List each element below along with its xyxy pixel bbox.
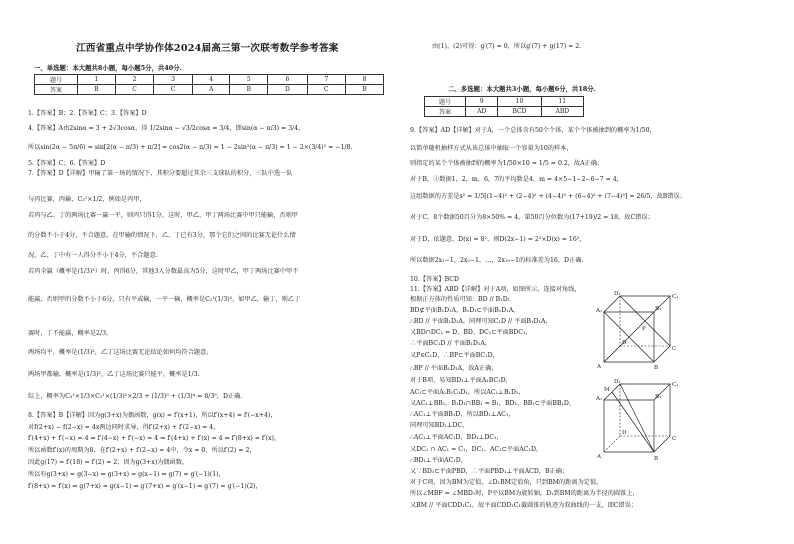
text-line: 又AC₁⊥BB₁，B₁D₁∩BB₁ = B₁，BD₁、BB₁⊂平面BB₁D， — [410, 400, 576, 407]
section1-answer-table — [34, 74, 384, 95]
vertex-label: D — [622, 340, 627, 346]
section2-heading: 二、多选题：本大题共3小题，每小题6分，共18分. — [448, 85, 596, 93]
text-line: 同理可知BD₁⊥DC， — [410, 422, 469, 429]
hidden-edge — [604, 436, 620, 452]
vertex-label: D₁ — [614, 379, 621, 385]
text-line: 若丙与乙、丁的两场比赛一赢一平，则丙只得1分，这时，甲乙、甲丁两场比赛中甲只能输，否则甲 — [28, 212, 298, 219]
text-line: f′(4+x) + f′(−x) = 4 ⇒ f′(4−x) + f′(−x) = 4 ⇒ f′(4+x) + f′(x) = 4 ⇒ f′(8+x) = f′(x)， — [28, 435, 281, 442]
text-line: 以简单随机抽样方式从该总体中抽取一个容量为10的样本， — [410, 145, 573, 152]
vertex-label: C₁ — [672, 382, 679, 388]
text-line: 所以有g(3+x) = g(3−x) ⇒ g(3+x) = g(x−1) ⇒ g(7) = g′(−1)(1)， — [28, 471, 225, 478]
vertex-label: A₁ — [596, 308, 603, 314]
table-cell: 3 — [154, 75, 193, 85]
text-line: 11.【答案】ABD【详解】对于A项，如图所示，连接对角线， — [410, 286, 581, 293]
table-cell: 9 — [466, 97, 498, 107]
text-line: 能赢，否则甲的分数不小于6分，只有平或输，一平一输，概率是C₂¹(1/3)²，如甲乙，输丁，则乙丁 — [28, 296, 301, 303]
text-line: 况，乙、丁中有一人得分不小于4分，不合题意. — [28, 252, 158, 259]
table-cell: C — [115, 85, 154, 95]
page-title: 江西省重点中学协作体2024届高三第一次联考数学参考答案 — [76, 43, 339, 54]
table-cell: C — [154, 85, 193, 95]
vertex-label: A — [597, 364, 601, 370]
text-line: 这组数据的方差是s² = 1/5[(1−4)² + (2−4)² + (4−4)² + (6−4)² + (7−4)²] = 26/5，故B错误； — [410, 193, 686, 200]
text-line: 又DC₁ ∩ AC₁ = C₁，DC₁、AC₁⊂平面AC₁D， — [410, 446, 543, 453]
text-line: 又BM // 平面CDD₁C₁，故平面CDD₁C₁截圆锥的轨迹为双曲线的一支，即C错误； — [410, 502, 638, 509]
text-line: 1.【答案】B；2.【答案】C；3.【答案】D — [28, 110, 147, 117]
text-line: 又∵BD₁⊂平面PBD，∴平面PBD₁⊥平面ACD，B正确； — [410, 468, 569, 475]
text-line: 对于B项，易知BD₁⊥平面A₁BC₁D， — [410, 377, 512, 384]
table-cell: 答案 — [425, 107, 466, 117]
text-line: 8.【答案】B【详解】因为g(3+x)为偶函数，g(x) = f′(x+1)，所以f′(x+4) = f′(−x+4)， — [28, 412, 277, 419]
table-cell: AD — [466, 107, 498, 117]
table-cell: B — [78, 85, 116, 95]
table-cell: 1 — [78, 75, 116, 85]
text-line: 又BD∩DC₁ = D，BD、DC₁⊂平面BDC₁， — [410, 329, 532, 336]
text-line: 9.【答案】AD【详解】对于A，一个总体含有50个个体，某个个体被抽到的概率为1/50， — [410, 127, 656, 134]
text-line: 所以数据2x₁−1，2x₂−1，…，2x₁₀−1的标准差为16，D正确. — [410, 257, 584, 264]
text-line: 根据正方体的性质可知：BD // B₁D₁ — [410, 296, 511, 303]
table-row — [35, 75, 384, 85]
text-line: 与丙比赛，丙输，C₃¹×1/2，例如是丙甲， — [28, 196, 146, 203]
table-cell: D — [268, 85, 307, 95]
text-line: ∴AC₁⊥平面BB₁D，所以BD₁⊥AC₁， — [410, 411, 515, 418]
text-line: 综上，概率为C₃¹×1/3×C₂¹×(1/3)²×2/3 + (1/3)⁵ + (1/3)⁴ = 8/3⁵，D正确. — [28, 393, 243, 400]
text-line: 则指定的某个个体被抽到的概率为1/50×10 = 1/5 = 0.2，故A正确； — [410, 160, 604, 167]
table-cell: ABD — [541, 107, 583, 117]
table-row — [425, 107, 584, 117]
cube-edge — [654, 436, 670, 452]
text-line: f′(8+x) = f′(x) ⇒ g(7+x) = g(x−1) ⇒ g′(7+x) = g′(x−1) ⇒ g′(7) = g′(−1)(2)， — [28, 483, 262, 490]
text-line: 的分数不小于4分，不合题意，在甲输的情况下，乙、丁已有3分，那个它们之间的比赛无论什么情 — [28, 232, 296, 239]
vertex-label: D — [622, 430, 627, 436]
table-cell: 10 — [498, 97, 541, 107]
text-line: 因此g(17) = f′(18) = f′(2) = 2；因为g(3+x)为偶函数， — [28, 459, 189, 466]
section1-heading: 一、单选题：本大题共8小题，每小题5分，共40分. — [34, 64, 182, 72]
table-cell: A — [192, 85, 230, 95]
text-line: 所以sin(2α − 5π/6) = sin[2(α − π/3) + π/2] = cos2(α − π/3) = 1 − 2sin²(α − π/3) = 1 − 2×(3/4)² = −1/8. — [28, 144, 353, 151]
text-line: 赛时，丁不能赢，概率是2/3， — [28, 330, 113, 337]
text-line: 10.【答案】BCD — [410, 276, 459, 283]
table-cell: 2 — [115, 75, 154, 85]
text-line: 两场甲都输，概率是(1/3)²，乙丁这场比赛只能平，概率是1/3. — [28, 371, 200, 378]
table-cell: BCD — [498, 107, 541, 117]
table-cell: B — [346, 85, 384, 95]
text-line: 所以函数f′(x)的周期为8，在f′(2+x) + f′(2−x) = 4中，令x = 0，所以f′(2) = 2， — [28, 447, 256, 454]
table-cell: 11 — [541, 97, 583, 107]
vertex-label: B₁ — [655, 394, 662, 400]
text-line: 对于D，依题意，D(x) = 8²，则D(2x−1) = 2²×D(x) = 16²， — [410, 236, 586, 243]
text-line: 7.【答案】D【详解】甲输了第一场的情况下，其积分要超过其余三支球队的积分，三队中选一队 — [28, 170, 293, 177]
vertex-label: D₁ — [614, 291, 621, 297]
text-line: ∴BD // 平面B₁D₁A，同理可知C₁D // 平面B₁D₁A， — [410, 318, 552, 325]
table-cell: 题号 — [35, 75, 78, 85]
table-cell: 5 — [230, 75, 268, 85]
cube-figure-1 — [592, 290, 682, 372]
vertex-label: B₁ — [655, 306, 662, 312]
vertex-label: C — [672, 436, 677, 442]
text-line: 所以∠MBF = ∠MBD₁时，P平以BM为旋转轴，D₁到BM的距离为半径的圆锥上， — [410, 490, 639, 497]
table-cell: B — [230, 85, 268, 95]
vertex-label: A — [597, 454, 601, 460]
text-line: ∴BD₁⊥平面AC₁D， — [410, 457, 467, 464]
text-line: 若丙全赢（概率是(1/3)³）时，丙得6分，其他3人分数最高为5分，这时甲乙，甲丁两场比赛中甲不 — [28, 268, 299, 275]
text-line: ∴BP // 平面B₁D₁A，故A正确； — [410, 365, 498, 372]
text-line: AC₁⊂平面A₁B₁C₁D₁，所以AC₁⊥B₁D₁， — [410, 389, 525, 396]
text-line: ∴AC₁⊥平面AC₁D，BD₁⊥DC₁， — [410, 434, 503, 441]
table-cell: 8 — [346, 75, 384, 85]
text-line: 对于C项，因为BM为定值，∠D₁BM定值角，只到BM的距离为定值， — [410, 479, 603, 486]
cube-edge — [654, 346, 670, 362]
vertex-label: C₁ — [672, 294, 679, 300]
table-cell: 题号 — [425, 97, 466, 107]
table-row — [35, 85, 384, 95]
text-line: 由(1)，(2)可得：g′(7) = 0，所以g′(7) + g(17) = 2. — [432, 43, 582, 50]
vertex-label: M — [604, 387, 610, 393]
vertex-label: C — [672, 346, 677, 352]
text-line: 对于B，①数据1，2，m，6，7的平均数是4，m = 4×5−1−2−6−7 = 4， — [410, 176, 623, 183]
vertex-label: A₁ — [596, 396, 603, 402]
text-line: 两场均平，概率是(1/3)²，乙丁这场比赛无论结论如何均符合题意， — [28, 349, 213, 356]
vertex-label: B — [654, 365, 659, 371]
table-row — [425, 97, 584, 107]
text-line: 4.【答案】A由2sinα = 3 + 2√3cosα，得 1/2sinα − √3/2cosα = 3/4，即sin(α − π/3) = 3/4， — [28, 125, 305, 132]
cube-diagonal — [620, 384, 654, 452]
table-cell: 7 — [307, 75, 346, 85]
table-cell: 4 — [192, 75, 230, 85]
text-line: BD⊄平面B₁D₁A，B₁D₁⊂平面B₁D₁A， — [410, 307, 520, 314]
text-line: 对于C，8个数据50百分为8×50% = 4，第50百分位数为(17+19)/2 = 18，故C错误； — [410, 214, 654, 221]
text-line: ∴平面BC₁D // 平面B₁D₁A， — [410, 340, 492, 347]
text-line: 5.【答案】C；6.【答案】D — [28, 160, 106, 167]
vertex-label: P — [642, 326, 646, 332]
table-cell: 答案 — [35, 85, 78, 95]
vertex-label: B — [654, 456, 659, 462]
table-cell: C — [307, 85, 346, 95]
cube-figure-2 — [592, 378, 682, 462]
section2-answer-table — [424, 96, 584, 117]
text-line: 又P∈C₁D，∴BP⊂平面BC₁D， — [410, 352, 499, 359]
cube-line-MB — [612, 392, 654, 452]
table-cell: 6 — [268, 75, 307, 85]
text-line: 对f(2+x) − f(2−x) = 4x两边同时求导，得f′(2+x) + f′(2−x) = 4， — [28, 424, 220, 431]
